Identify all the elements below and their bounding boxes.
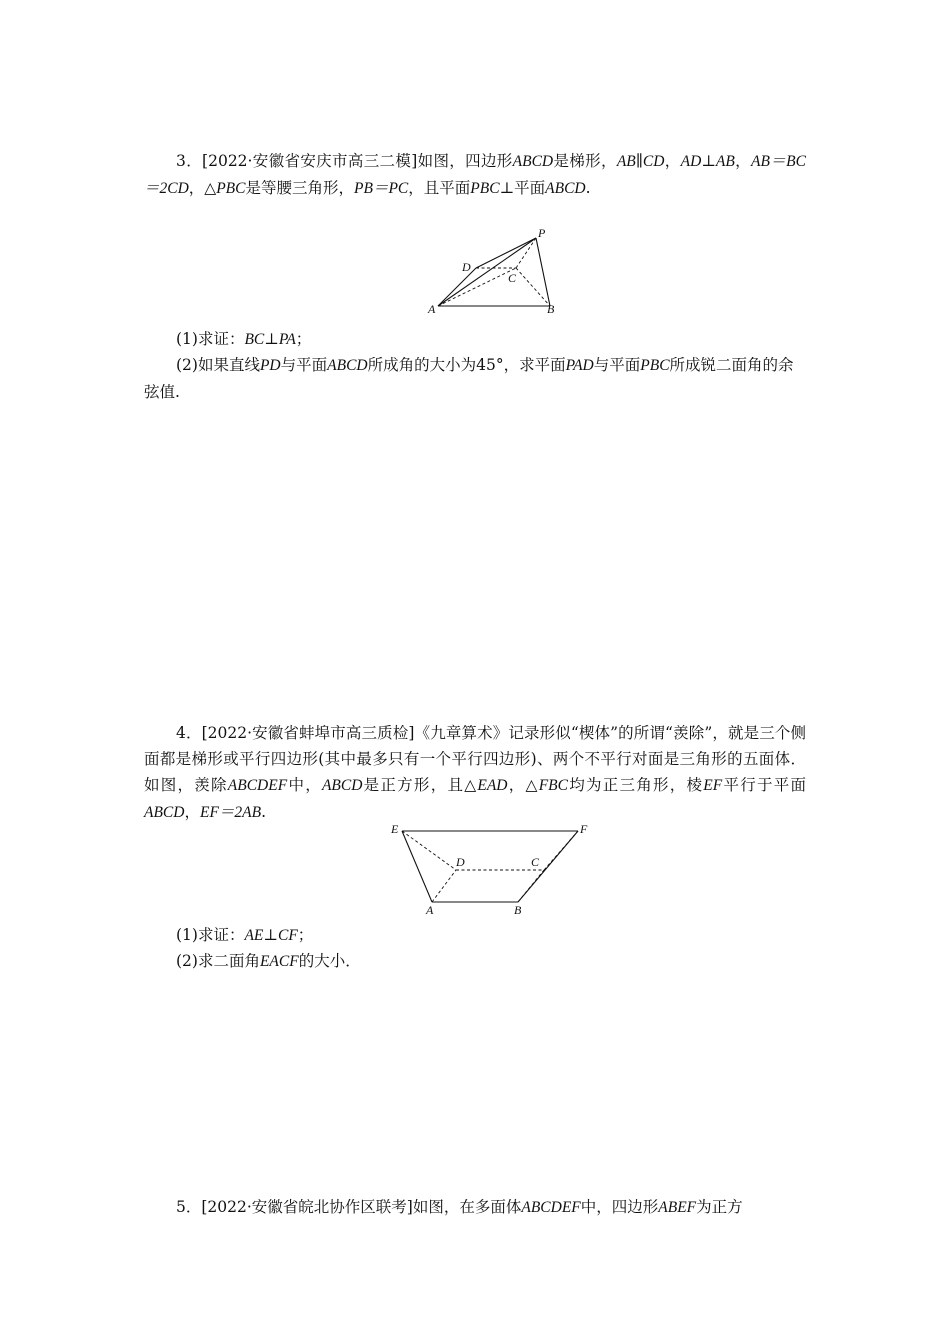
label-B: B — [547, 302, 555, 316]
label-F: F — [580, 822, 588, 836]
problem-4-question-1: (1)求证：AE⊥CF； — [176, 926, 314, 944]
label-C: C — [531, 855, 540, 869]
problem-5-stem: 5．[2022·安徽省皖北协作区联考]如图，在多面体ABCDEF中，四边形ABEF为正方 — [176, 1198, 743, 1216]
edge-AC — [438, 268, 516, 306]
problem-4-stem: 4．[2022·安徽省蚌埠市高三质检]《九章算术》记录形似“楔体”的所谓“羡除”，就是三个侧面都是梯形或平行四边形(其中最多只有一个平行四边形)、两个不平行对面是三角形的五面体．如图，羡除ABCDEF中，ABCD是正方形，且△EAD，△FBC均为正三角形，棱EF平行于平面ABCD，EF＝2AB. — [144, 724, 806, 821]
edge-PB — [536, 238, 550, 306]
problem-3-stem: 3．[2022·安徽省安庆市高三二模]如图，四边形ABCD是梯形，AB∥CD，AD⊥AB，AB＝BC＝2CD，△PBC是等腰三角形，PB＝PC，且平面PBC⊥平面ABCD. — [144, 152, 806, 197]
problem-number: 5． — [176, 1198, 202, 1216]
problem-source: [2022·安徽省蚌埠市高三质检] — [201, 724, 415, 742]
edge-AD — [432, 870, 456, 902]
pyramid-figure — [420, 226, 570, 318]
edge-AP — [438, 238, 536, 306]
problem-source: [2022·安徽省皖北协作区联考] — [201, 1198, 413, 1216]
label-D: D — [456, 855, 465, 869]
label-A: A — [428, 302, 436, 316]
problem-3-question-2: (2)如果直线PD与平面ABCD所成角的大小为45°，求平面PAD与平面PBC所成锐二面角的余弦值. — [144, 356, 794, 401]
label-B: B — [514, 903, 522, 917]
edge-CB — [516, 268, 550, 306]
label-C: C — [508, 271, 517, 285]
edge-DP — [476, 238, 536, 268]
label-E: E — [391, 822, 399, 836]
problem-source: [2022·安徽省安庆市高三二模] — [202, 152, 418, 170]
problem-4-question-2: (2)求二面角EACF的大小． — [176, 952, 361, 970]
label-P: P — [538, 226, 546, 240]
label-A: A — [426, 903, 434, 917]
problem-3-question-1: (1)求证：BC⊥PA； — [176, 330, 312, 348]
problem-number: 3． — [176, 152, 203, 170]
wedge-figure — [386, 818, 596, 918]
label-D: D — [462, 260, 471, 274]
problem-number: 4． — [176, 724, 202, 742]
